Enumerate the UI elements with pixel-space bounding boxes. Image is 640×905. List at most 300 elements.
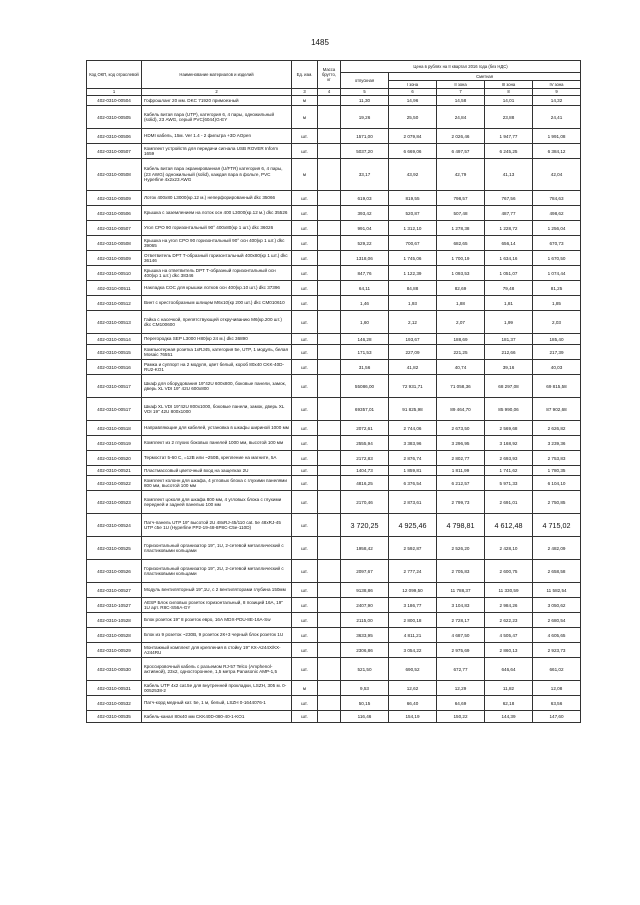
item-mass (318, 598, 341, 613)
item-mass (318, 491, 341, 514)
price-zone4: 2 626,82 (533, 421, 581, 436)
price-zone2: 24,84 (437, 106, 485, 129)
price-zone4: 14,32 (533, 96, 581, 106)
item-code: 402-0310-00528 (87, 628, 142, 643)
item-code: 402-0310-00531 (87, 681, 142, 696)
price-zone4: 69 815,58 (533, 375, 581, 398)
price-zone2: 2 799,73 (437, 491, 485, 514)
column-number: 2 (142, 89, 292, 96)
price-release: 69357,01 (341, 398, 389, 421)
price-zone1: 14,96 (389, 96, 437, 106)
price-zone3: 5 971,33 (485, 476, 533, 491)
item-code: 402-0310-00515 (87, 345, 142, 360)
item-mass (318, 106, 341, 129)
table-row (87, 537, 581, 560)
price-zone3: 2 693,93 (485, 451, 533, 466)
column-number-row (87, 89, 581, 96)
price-zone2: 798,57 (437, 191, 485, 206)
price-zone2: 2 728,17 (437, 613, 485, 628)
item-code: 402-0310-00520 (87, 451, 142, 466)
table-row (87, 311, 581, 334)
price-zone3: 2 569,68 (485, 421, 533, 436)
price-release: 3 720,25 (341, 514, 389, 537)
price-release: 2555,94 (341, 436, 389, 451)
price-zone4: 2,03 (533, 311, 581, 334)
item-mass (318, 296, 341, 311)
price-zone4: 1 991,08 (533, 129, 581, 144)
price-zone3: 11 330,59 (485, 583, 533, 598)
table-row (87, 266, 581, 281)
item-name: Кабель витая пара (UTP), категория 6, 4 пары, одножильный (solid), 23 AWG, серый PVC(6044)G-EY (142, 106, 292, 129)
price-zone2: 6 212,57 (437, 476, 485, 491)
price-zone1: 25,50 (389, 106, 437, 129)
price-zone2: 6 497,57 (437, 144, 485, 159)
item-mass (318, 628, 341, 643)
item-unit: шт. (292, 191, 318, 206)
price-zone2: 11 788,37 (437, 583, 485, 598)
price-zone3: 68 297,08 (485, 375, 533, 398)
header-zone1: I зона (389, 81, 437, 89)
price-zone1: 12,62 (389, 681, 437, 696)
table-row (87, 598, 581, 613)
price-zone4: 498,62 (533, 206, 581, 221)
item-unit: шт. (292, 537, 318, 560)
page-number: 1485 (311, 38, 329, 47)
item-unit: шт. (292, 514, 318, 537)
price-zone4: 784,63 (533, 191, 581, 206)
item-unit: шт. (292, 144, 318, 159)
price-zone1: 2 744,06 (389, 421, 437, 436)
column-number: 4 (318, 89, 341, 96)
price-zone1: 72 931,71 (389, 375, 437, 398)
item-unit: шт. (292, 613, 318, 628)
item-unit: шт. (292, 311, 318, 334)
column-number: 9 (533, 89, 581, 96)
price-zone3: 23,88 (485, 106, 533, 129)
item-name: АЕSP Блок силовых розеток горизонтальный, 8 позиций 16А, 19" 1U арт. R8C-S56A-GY (142, 598, 292, 613)
price-zone2: 1 811,99 (437, 466, 485, 476)
price-zone3: 1 228,72 (485, 221, 533, 236)
price-zone1: 84,88 (389, 281, 437, 296)
item-code: 402-0310-00535 (87, 711, 142, 723)
item-unit: м (292, 96, 318, 106)
table-row (87, 681, 581, 696)
table-row (87, 658, 581, 681)
price-release: 991,04 (341, 221, 389, 236)
price-zone3: 4 612,48 (485, 514, 533, 537)
item-code: 402-0310-00510 (87, 266, 142, 281)
price-zone1: 6 669,06 (389, 144, 437, 159)
item-code: 402-0310-10528 (87, 613, 142, 628)
price-zone1: 2 079,84 (389, 129, 437, 144)
price-zone2: 82,69 (437, 281, 485, 296)
price-zone2: 14,58 (437, 96, 485, 106)
table-row (87, 628, 581, 643)
item-unit: шт. (292, 296, 318, 311)
item-code: 402-0310-10527 (87, 598, 142, 613)
item-name: Патч-панель UTP 19" высотой 2U 48xRJ-45/110 cat. 5e 48xRJ-45 UTP c5e 1U (Hyperline PP2-19-48-8P8C-C5e-110D) (142, 514, 292, 537)
header-price-title: Цена в рублях на II квартал 2016 года (без НДС) (341, 61, 581, 73)
price-release: 19,26 (341, 106, 389, 129)
price-release: 1404,73 (341, 466, 389, 476)
table-row (87, 281, 581, 296)
price-zone1: 6 376,54 (389, 476, 437, 491)
item-mass (318, 711, 341, 723)
price-zone2: 507,48 (437, 206, 485, 221)
price-zone1: 2 876,74 (389, 451, 437, 466)
item-mass (318, 360, 341, 375)
item-name: Модуль вентиляторный 19",1U, с 2 вентиляторами глубина 150мм (142, 583, 292, 598)
item-unit: шт. (292, 560, 318, 583)
price-zone4: 1 074,44 (533, 266, 581, 281)
item-name: Кроссировочный кабель с разъемом RJ-57 Telco (Amphenol-активной), 23х2, одностороннее, 1,5 метра Panasonic AMP-1,5 (142, 658, 292, 681)
price-zone3: 646,64 (485, 658, 533, 681)
price-release: 2115,00 (341, 613, 389, 628)
price-zone3: 1 051,07 (485, 266, 533, 281)
header-code: Код ОКП, код отраслевой (87, 61, 142, 89)
item-mass (318, 129, 341, 144)
table-row (87, 476, 581, 491)
item-code: 402-0310-00523 (87, 491, 142, 514)
item-unit: шт. (292, 476, 318, 491)
price-zone4: 2 482,09 (533, 537, 581, 560)
price-zone1: 91 825,98 (389, 398, 437, 421)
table-header (87, 61, 581, 96)
item-unit: м (292, 106, 318, 129)
item-code: 402-0310-00513 (87, 311, 142, 334)
item-name: HDMI кабель, 15м. Ver 1.4 - 2 фильтра +3D AOpen (142, 129, 292, 144)
price-zone4: 3 239,36 (533, 436, 581, 451)
item-code: 402-0310-00512 (87, 296, 142, 311)
price-zone2: 2 705,83 (437, 560, 485, 583)
item-unit: шт. (292, 334, 318, 345)
price-zone1: 66,40 (389, 696, 437, 711)
price-zone1: 193,67 (389, 334, 437, 345)
item-unit: шт. (292, 345, 318, 360)
item-name: Рамка и суппорт на 2 модуля, цвет белый, короб 80х40 CKK-40D-RU2-KO1 (142, 360, 292, 375)
price-release: 2170,46 (341, 491, 389, 514)
column-number: 5 (341, 89, 389, 96)
table-row (87, 560, 581, 583)
item-name: Лоток 400х80 L3000(кр.12 м.) неперфорированный dkc 35066 (142, 191, 292, 206)
item-name: Термостат 5-60 С, =12В или ~250В, крепление на магните, 5А (142, 451, 292, 466)
table-row (87, 334, 581, 345)
item-code: 402-0310-00505 (87, 106, 142, 129)
item-code: 402-0310-00522 (87, 476, 142, 491)
table-row (87, 296, 581, 311)
price-zone4: 147,60 (533, 711, 581, 723)
price-zone3: 2 600,75 (485, 560, 533, 583)
price-zone4: 42,04 (533, 159, 581, 191)
price-zone3: 767,56 (485, 191, 533, 206)
item-mass (318, 375, 341, 398)
price-zone4: 63,56 (533, 696, 581, 711)
price-zone4: 4 715,02 (533, 514, 581, 537)
price-release: 116,46 (341, 711, 389, 723)
price-release: 2097,67 (341, 560, 389, 583)
item-name: Монтажный комплект для крепления в стойку 19" КХ-А244X/КХ-А244RU (142, 643, 292, 658)
table-row (87, 451, 581, 466)
item-unit: шт. (292, 375, 318, 398)
table-row (87, 251, 581, 266)
price-release: 64,11 (341, 281, 389, 296)
header-zone3: III зона (485, 81, 533, 89)
item-name: Блок из 9 розеток ~230В, 9 розеток 2К+3 черный блок розеток 1U (142, 628, 292, 643)
column-number: 8 (485, 89, 533, 96)
item-unit: шт. (292, 491, 318, 514)
price-zone2: 2 026,46 (437, 129, 485, 144)
item-unit: шт. (292, 221, 318, 236)
item-code: 402-0310-00526 (87, 560, 142, 583)
item-mass (318, 476, 341, 491)
item-unit: шт. (292, 360, 318, 375)
item-code: 402-0310-00508 (87, 236, 142, 251)
table-body (87, 96, 581, 723)
item-code: 402-0310-00517 (87, 375, 142, 398)
price-zone3: 41,13 (485, 159, 533, 191)
table-row (87, 96, 581, 106)
item-name: Патч-корд медный кат. 5е, 1 м, белый, LSZH 0-1644076-1 (142, 696, 292, 711)
price-zone1: 2 777,24 (389, 560, 437, 583)
item-name: Комплект устройств для передачи сигнала USB ROVER Inform 1659 (142, 144, 292, 159)
price-zone2: 2 802,77 (437, 451, 485, 466)
price-zone2: 1,88 (437, 296, 485, 311)
price-zone2: 2 975,69 (437, 643, 485, 658)
price-zone4: 2 680,54 (533, 613, 581, 628)
header-zone4: IV зона (533, 81, 581, 89)
table-row (87, 711, 581, 723)
item-unit: шт. (292, 598, 318, 613)
price-zone1: 2 873,61 (389, 491, 437, 514)
item-mass (318, 466, 341, 476)
price-release: 393,42 (341, 206, 389, 221)
item-unit: шт. (292, 466, 318, 476)
price-zone2: 71 058,36 (437, 375, 485, 398)
item-name: Угол CPO 90 горизонтальный 90° 400x80(кр 1 шт.) dkc 36026 (142, 221, 292, 236)
table-row (87, 236, 581, 251)
price-zone1: 1 859,81 (389, 466, 437, 476)
table-row (87, 466, 581, 476)
price-zone4: 1 670,50 (533, 251, 581, 266)
price-zone1: 43,92 (389, 159, 437, 191)
item-name: Комплект цоколя для шкафа 800 мм, 4 угловых блока с глухими передней и задней панелью 100 мм (142, 491, 292, 514)
item-unit: шт. (292, 436, 318, 451)
price-release: 521,50 (341, 658, 389, 681)
price-zone4: 40,03 (533, 360, 581, 375)
item-code: 402-0310-00529 (87, 643, 142, 658)
item-mass (318, 537, 341, 560)
price-zone4: 87 902,68 (533, 398, 581, 421)
item-mass (318, 266, 341, 281)
item-code: 402-0310-00509 (87, 191, 142, 206)
item-unit: м (292, 159, 318, 191)
price-release: 11,30 (341, 96, 389, 106)
item-mass (318, 281, 341, 296)
price-zone1: 3 054,22 (389, 643, 437, 658)
item-name: Горизонтальный организатор 19", 1U, 2-сетевой металлический с пластиковыми кольцами (142, 537, 292, 560)
price-zone1: 700,67 (389, 236, 437, 251)
item-code: 402-0310-00530 (87, 658, 142, 681)
price-zone3: 2 984,26 (485, 598, 533, 613)
item-unit: шт. (292, 266, 318, 281)
price-zone3: 85 990,06 (485, 398, 533, 421)
price-zone2: 12,29 (437, 681, 485, 696)
price-zone2: 3 104,83 (437, 598, 485, 613)
table-row (87, 375, 581, 398)
price-zone3: 1,81 (485, 296, 533, 311)
table-row (87, 221, 581, 236)
price-zone4: 1 256,04 (533, 221, 581, 236)
price-zone4: 185,40 (533, 334, 581, 345)
price-zone4: 24,41 (533, 106, 581, 129)
item-unit: шт. (292, 206, 318, 221)
item-unit: шт. (292, 451, 318, 466)
price-zone4: 11 582,54 (533, 583, 581, 598)
item-unit: м (292, 681, 318, 696)
price-release: 619,03 (341, 191, 389, 206)
price-zone1: 227,09 (389, 345, 437, 360)
price-zone3: 2 691,01 (485, 491, 533, 514)
price-release: 171,53 (341, 345, 389, 360)
item-name: Кабель UTP 4x2 cat.5e для внутренней прокладки, LSZH, 305 м. 0-0052538-2 (142, 681, 292, 696)
price-zone1: 2 800,18 (389, 613, 437, 628)
price-zone4: 661,02 (533, 658, 581, 681)
price-zone3: 3 168,92 (485, 436, 533, 451)
price-release: 3633,95 (341, 628, 389, 643)
price-release: 847,76 (341, 266, 389, 281)
price-zone3: 212,66 (485, 345, 533, 360)
price-zone1: 2,12 (389, 311, 437, 334)
item-code: 402-0310-00516 (87, 360, 142, 375)
price-zone3: 1,99 (485, 311, 533, 334)
price-zone1: 154,19 (389, 711, 437, 723)
header-unit: Ед. изм. (292, 61, 318, 89)
price-zone2: 1 700,19 (437, 251, 485, 266)
price-table (86, 60, 581, 723)
price-zone2: 2 526,20 (437, 537, 485, 560)
price-zone3: 6 245,25 (485, 144, 533, 159)
price-zone1: 12 099,50 (389, 583, 437, 598)
item-code: 402-0310-00509 (87, 251, 142, 266)
item-code: 402-0310-00527 (87, 583, 142, 598)
price-zone4: 1,85 (533, 296, 581, 311)
table-row (87, 144, 581, 159)
item-mass (318, 514, 341, 537)
header-mass: Масса брутто, кг (318, 61, 341, 89)
item-mass (318, 583, 341, 598)
price-zone2: 2,07 (437, 311, 485, 334)
price-zone4: 2 923,73 (533, 643, 581, 658)
price-zone4: 6 104,10 (533, 476, 581, 491)
price-zone4: 81,25 (533, 281, 581, 296)
price-zone2: 2 673,50 (437, 421, 485, 436)
price-zone4: 1 780,35 (533, 466, 581, 476)
price-zone1: 3 383,96 (389, 436, 437, 451)
price-release: 529,22 (341, 236, 389, 251)
item-unit: шт. (292, 711, 318, 723)
item-mass (318, 206, 341, 221)
price-release: 2306,86 (341, 643, 389, 658)
price-zone1: 690,52 (389, 658, 437, 681)
table-row (87, 583, 581, 598)
price-zone1: 1,93 (389, 296, 437, 311)
price-zone1: 1 312,10 (389, 221, 437, 236)
price-zone2: 89 464,70 (437, 398, 485, 421)
item-name: Гайка с насечкой, препятствующей откручиванию М6(кр.200 шт.) dkc CM100600 (142, 311, 292, 334)
item-mass (318, 251, 341, 266)
item-mass (318, 560, 341, 583)
price-zone2: 1 278,38 (437, 221, 485, 236)
item-mass (318, 236, 341, 251)
item-mass (318, 696, 341, 711)
item-name: Гофрошланг 20 мм. DKC 71920 примоезный (142, 96, 292, 106)
table-row (87, 643, 581, 658)
price-release: 1318,06 (341, 251, 389, 266)
item-name: Комплект из 2 глухих боковых панелей 1000 мм, высотой 100 мм (142, 436, 292, 451)
price-zone3: 39,16 (485, 360, 533, 375)
item-mass (318, 451, 341, 466)
price-zone1: 4 925,46 (389, 514, 437, 537)
item-name: Накладка СОС для крышки лотков осн 400(кр.10 шт.) dkc 37396 (142, 281, 292, 296)
header-estimate: Сметная (389, 73, 581, 81)
item-code: 402-0310-00504 (87, 96, 142, 106)
price-release: 9138,86 (341, 583, 389, 598)
item-code: 402-0310-00506 (87, 206, 142, 221)
table-row (87, 360, 581, 375)
item-code: 402-0310-00507 (87, 221, 142, 236)
item-unit: шт. (292, 251, 318, 266)
column-number: 1 (87, 89, 142, 96)
table-row (87, 421, 581, 436)
item-mass (318, 421, 341, 436)
price-zone3: 2 622,23 (485, 613, 533, 628)
item-unit: шт. (292, 583, 318, 598)
price-zone3: 487,77 (485, 206, 533, 221)
table-row (87, 491, 581, 514)
column-number: 3 (292, 89, 318, 96)
price-zone4: 2 750,85 (533, 491, 581, 514)
item-mass (318, 334, 341, 345)
price-zone2: 150,22 (437, 711, 485, 723)
price-zone2: 4 687,50 (437, 628, 485, 643)
item-unit: шт. (292, 236, 318, 251)
price-zone3: 79,48 (485, 281, 533, 296)
item-code: 402-0310-00518 (87, 421, 142, 436)
item-name: Крышка на угол CPO 90 горизонтальный 90° осн 400(кр 1 шт.) dkc 39065 (142, 236, 292, 251)
price-release: 50,15 (341, 696, 389, 711)
item-mass (318, 643, 341, 658)
price-zone3: 2 860,13 (485, 643, 533, 658)
item-code: 402-0310-00519 (87, 436, 142, 451)
price-zone2: 188,69 (437, 334, 485, 345)
price-release: 5037,20 (341, 144, 389, 159)
item-mass (318, 613, 341, 628)
table-row (87, 345, 581, 360)
price-zone2: 4 798,81 (437, 514, 485, 537)
item-unit: шт. (292, 643, 318, 658)
price-zone3: 14,01 (485, 96, 533, 106)
price-zone1: 520,87 (389, 206, 437, 221)
item-mass (318, 159, 341, 191)
item-name: Крышка с заземлением на лоток осн 400 L3000(кр.12 м.) dkc 35526 (142, 206, 292, 221)
item-code: 402-0310-00507 (87, 144, 142, 159)
header-zone2: II зона (437, 81, 485, 89)
price-zone1: 1 745,06 (389, 251, 437, 266)
price-release: 2072,61 (341, 421, 389, 436)
column-number: 7 (437, 89, 485, 96)
price-zone2: 1 093,53 (437, 266, 485, 281)
price-zone2: 40,74 (437, 360, 485, 375)
